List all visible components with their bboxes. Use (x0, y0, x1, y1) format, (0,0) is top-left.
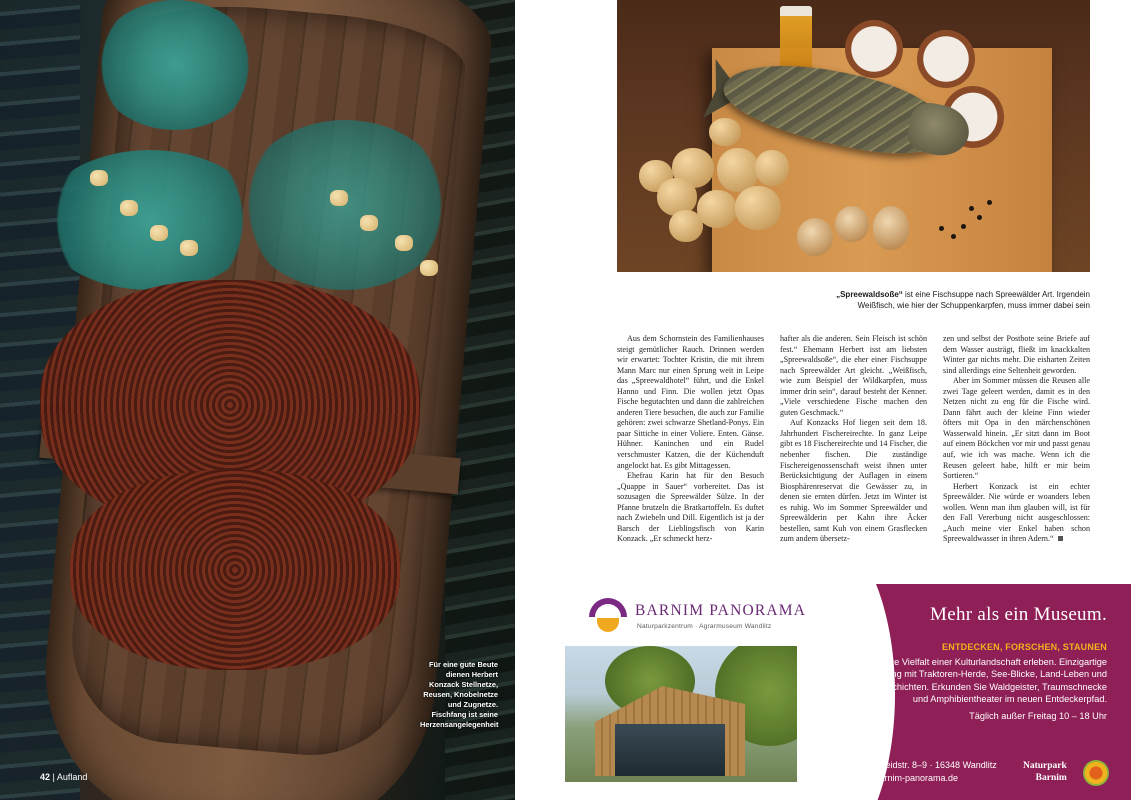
website-link[interactable]: www.barnim-panorama.de (853, 772, 959, 783)
green-net (40, 150, 260, 290)
caption-lead: „Spreewaldsoße“ (836, 290, 903, 299)
fish-photo-caption (804, 289, 1090, 311)
address-street: Breitscheidstr. 8–9 · 16348 Wandlitz (853, 760, 997, 770)
building-glass-front (615, 724, 725, 776)
net-float (330, 190, 348, 206)
fish-soup-photo (617, 0, 1090, 272)
article-paragraph: Aber im Sommer müssen die Reusen alle zwei Tage geleert werden, damit es in den Netzen nicht zu eng für die Fische wird. Dann fährt auch der kleine Finn wieder öfters mit Opa in den märchenschönen Wasserwald hinein. „Er sitzt dann im Boot auf einem Böckchen vor mir und passt genau auf, wie ich was mache. Wenn ich die Reusen geleert habe, hilft er mir beim Sortieren.“ (943, 376, 1090, 481)
article-paragraph: Ehefrau Karin hat für den Besuch „Quappe in Sauer“ vorbereitet. Das ist sozusagen die Spreewälder Sülze. In der Pfanne brutzeln die Bratkartoffeln. Es duftet nach Zwiebeln und Dill. Eigentlich ist ja der Barsch der Lieblingsfisch von Karin Konzack. „Er schmeckt herz- (617, 471, 764, 544)
green-net (240, 120, 450, 290)
potato (755, 150, 789, 186)
caption-text: ist eine Fischsuppe nach Spreewälder Art. Irgendein Weißfisch, wie hier der Schuppenkarpfen, muss immer dabei sein (857, 290, 1090, 310)
onion (873, 206, 909, 250)
article-paragraph-last (943, 482, 1090, 545)
article-paragraph: Herbert Konzack ist ein echter Spreewälder. Nie würde er woanders leben wollen. Wenn man ihm glauben will, ist für den Fall Vererbung nicht ausgeschlossen: „Auch meine vier Enkel haben schon Spreewaldwasser in ihren Adern.“ (943, 481, 1090, 544)
net-float (360, 215, 378, 231)
opening-hours: Täglich außer Freitag 10 – 18 Uhr (969, 710, 1107, 721)
naturpark-label (1023, 760, 1067, 784)
boat-photo (0, 0, 515, 800)
net-float (180, 240, 198, 256)
section-name: Aufland (56, 772, 88, 782)
logo-arc (589, 598, 627, 617)
potato (697, 190, 737, 228)
page-folio: 42 | Aufland (40, 772, 88, 782)
peppercorn (951, 234, 956, 239)
potato (735, 186, 781, 230)
article-paragraph: Aus dem Schornstein des Familienhauses steigt gemütlicher Rauch. Drinnen werden wir erwartet: Tochter Kristin, die mit ihrem Mann Marc nur einen Sprung weit in Leipe das „Spreewaldhotel“ führt, und die Enkel Hanno und Finn. Die wollen jetzt Opas Fische begutachten und dann die zahlreichen anderen Tiere besuchen, die auch zur Familie gehören: zwei schwarze Shetland-Ponys. Ein paar Sittiche in einer Voliere. Enten. Gänse. Hühner. Kaninchen und ein Rudel verschmuster Katzen, die der Küchenduft angelockt hat. Es gibt Mittagessen. (617, 334, 764, 470)
logo-gear (597, 618, 619, 632)
article-column-2 (780, 334, 927, 545)
ad-body-text: Die ganze Vielfalt einer Kulturlandschaft erleben. Einzigartige Ausstellung mit Traktoren-Herde, See-Blicke, Land-Leben und Barnim-Geschichten. Erkunden Sie Waldgeister, Traumschnecke und Amphibientheater im neuen Entdeckerpfad. (843, 657, 1107, 705)
museum-building-photo (565, 646, 797, 782)
net-float (420, 260, 438, 276)
peppercorn (987, 200, 992, 205)
red-fish-net (70, 470, 400, 670)
article-paragraph: zen und selbst der Postbote seine Briefe auf dem Wasser austrägt, fließt im knackkalten Winter gar nichts mehr. Die eisharten Zeiten sind allerdings eine Seltenheit geworden. (943, 334, 1090, 375)
naturpark-line1: Naturpark (1023, 761, 1067, 771)
green-net (95, 0, 255, 130)
net-float (395, 235, 413, 251)
onion (835, 206, 869, 242)
photo-caption: Für eine gute Beute dienen Herbert Konzack Stellnetze, Reusen, Knobelnetze und Zugnetze. Fischfang ist seine Herzensangelegenheit (420, 660, 499, 729)
article-column-3 (943, 334, 1090, 545)
peppercorn (969, 206, 974, 211)
barnim-logo-icon (589, 598, 627, 636)
brand-name: BARNIM PANORAMA (635, 602, 807, 619)
flour-bowl (845, 20, 903, 78)
article-paragraph: Auf Konzacks Hof liegen seit dem 18. Jahrhundert Fischereirechte. In ganz Leipe gibt es 18 Fischereirechte und 14 Fischer, die nebenher fischen. Die zuständige Fischereigenossenschaft weist ihnen unter Berücksichtigung der Auflagen in einem Biosphärenreservat die Gewässer zu, in denen sie ernten dürfen. Jetzt im Winter ist es ruhig. Wo im Sommer Spreewälder und Spreewälderin per Kahn ihre Äcker bestellen, samt Kuh von einem Grasflecken zum andern übersetz- (780, 418, 927, 544)
naturpark-logo-icon (1083, 760, 1109, 786)
barnim-panorama-advert (565, 584, 1131, 800)
page-number: 42 (40, 772, 51, 782)
net-float (150, 225, 168, 241)
net-float (120, 200, 138, 216)
ad-subheadline: ENTDECKEN, FORSCHEN, STAUNEN (942, 642, 1107, 652)
onion (797, 218, 833, 256)
brand-subtitle: Naturparkzentrum · Agrarmuseum Wandlitz (637, 623, 772, 630)
article-column-1 (617, 334, 764, 545)
peppercorn (977, 215, 982, 220)
article-paragraph: hafter als die anderen. Sein Fleisch ist schön fest.“ Ehemann Herbert isst am liebsten „Spreewaldsoße“, die eher einer Fischsuppe nach Spreewälder Art gleicht. „Weißfisch, wie zum Beispiel der Wildkarpfen, muss immer drin sein“, darauf besteht der Kenner. „Viele verschiedene Fische machen den guten Geschmack.“ (780, 334, 927, 417)
peppercorn (939, 226, 944, 231)
cream-bowl (917, 30, 975, 88)
end-mark-icon (1058, 536, 1063, 541)
ad-body (837, 656, 1107, 722)
net-float (90, 170, 108, 186)
naturpark-line2: Barnim (1035, 773, 1067, 783)
peppercorn (961, 224, 966, 229)
ad-address (853, 759, 997, 784)
potato (709, 118, 741, 146)
ad-headline: Mehr als ein Museum. (930, 604, 1107, 625)
